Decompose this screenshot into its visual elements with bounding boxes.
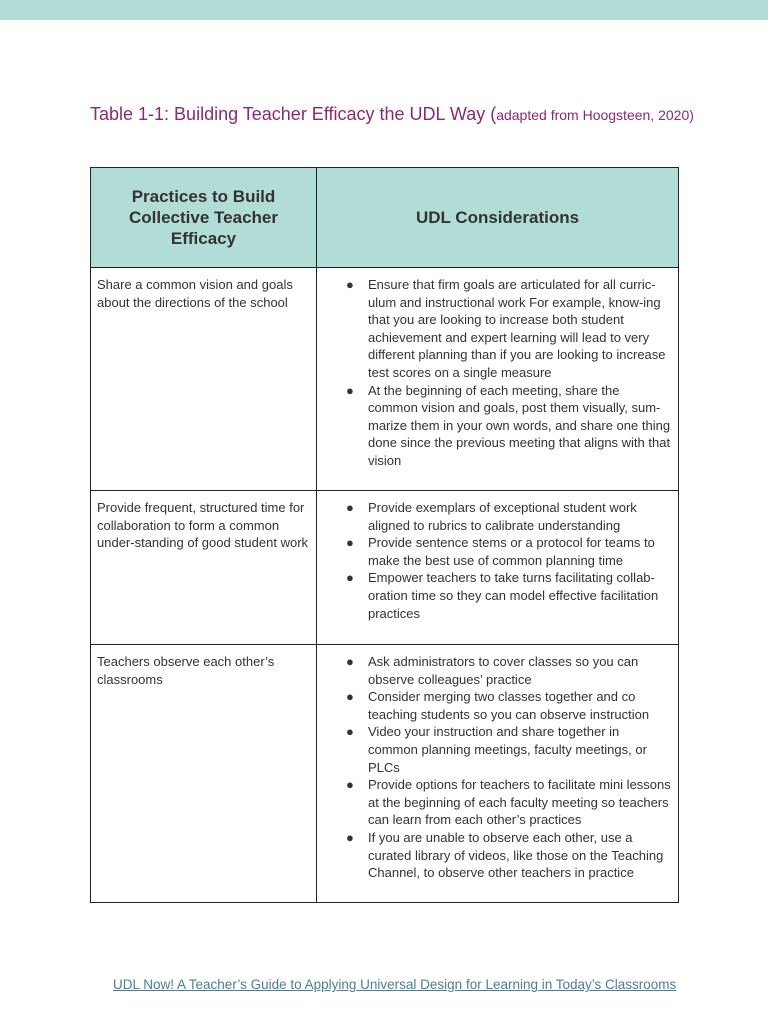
table-header-row <box>91 168 679 268</box>
consideration-text: Provide exemplars of exceptional student work aligned to rubrics to calibrate understanding <box>368 500 637 533</box>
efficacy-table <box>90 167 679 903</box>
consideration-text: Ask administrators to cover classes so you can observe colleagues’ practice <box>368 654 639 687</box>
list-item <box>317 776 672 829</box>
top-decorative-band <box>0 0 768 20</box>
bullet-icon: ● <box>346 777 354 793</box>
bullet-icon: ● <box>346 500 354 515</box>
header-practices: Practices to Build Collective Teacher Efficacy <box>91 168 317 268</box>
list-item <box>317 723 672 776</box>
list-item <box>317 653 672 688</box>
book-title-link[interactable]: UDL Now! A Teacher’s Guide to Applying Universal Design for Learning in Today’s Classrooms <box>113 977 677 992</box>
header-udl-considerations: UDL Considerations <box>317 168 679 268</box>
consideration-text: Provide sentence stems or a protocol for teams to make the best use of common planning time <box>368 535 655 568</box>
bullet-icon: ● <box>346 570 354 586</box>
list-item <box>317 499 672 534</box>
bullet-icon: ● <box>346 382 354 398</box>
caption-source: adapted from Hoogsteen, 2020) <box>496 107 694 123</box>
list-item <box>317 276 672 382</box>
consideration-text: Provide options for teachers to facilitate mini lessons at the beginning of each faculty meeting so teachers can learn from each other’s practices <box>368 777 671 828</box>
considerations-list <box>317 499 672 622</box>
consideration-text: Consider merging two classes together and co teaching students so you can observe instruction <box>368 689 650 722</box>
bullet-icon: ● <box>346 277 354 292</box>
list-item <box>317 382 672 470</box>
bullet-icon: ● <box>346 654 354 669</box>
consideration-text: Ensure that firm goals are articulated for all curric-ulum and instructional work For example, know-ing that you are looking to increase both student achievement and expert learning will lead to very different planning than if you are looking to increase test scores on a single measure <box>368 277 666 380</box>
table-row <box>91 645 679 903</box>
list-item <box>317 688 672 723</box>
practice-cell: Teachers observe each other’s classrooms <box>91 645 317 903</box>
bullet-icon: ● <box>346 689 354 705</box>
table-caption <box>90 104 730 125</box>
considerations-list <box>317 276 672 470</box>
bullet-icon: ● <box>346 724 354 740</box>
practice-cell: Share a common vision and goals about the directions of the school <box>91 268 317 491</box>
caption-title: Table 1-1: Building Teacher Efficacy the UDL Way ( <box>90 104 497 124</box>
consideration-text: Empower teachers to take turns facilitating collab-oration time so they can model effective facilitation practices <box>368 570 659 621</box>
bullet-icon: ● <box>346 829 354 845</box>
table-row <box>91 491 679 645</box>
table-row <box>91 268 679 491</box>
consideration-text: If you are unable to observe each other, use a curated library of videos, like those on the Teaching Channel, to observe other teachers in practice <box>368 829 664 881</box>
considerations-cell <box>317 645 679 903</box>
consideration-text: At the beginning of each meeting, share the common vision and goals, post them visually, sum-marize them in your own words, and share one thing done since the previous meeting that aligns with that vision <box>368 382 671 468</box>
considerations-cell <box>317 491 679 645</box>
consideration-text: Video your instruction and share together in common planning meetings, faculty meetings, or PLCs <box>368 724 647 775</box>
list-item <box>317 829 672 882</box>
practice-cell: Provide frequent, structured time for collaboration to form a common under-standing of good student work <box>91 491 317 645</box>
list-item <box>317 534 672 569</box>
considerations-cell <box>317 268 679 491</box>
bullet-icon: ● <box>346 535 354 551</box>
considerations-list <box>317 653 672 882</box>
list-item <box>317 569 672 622</box>
